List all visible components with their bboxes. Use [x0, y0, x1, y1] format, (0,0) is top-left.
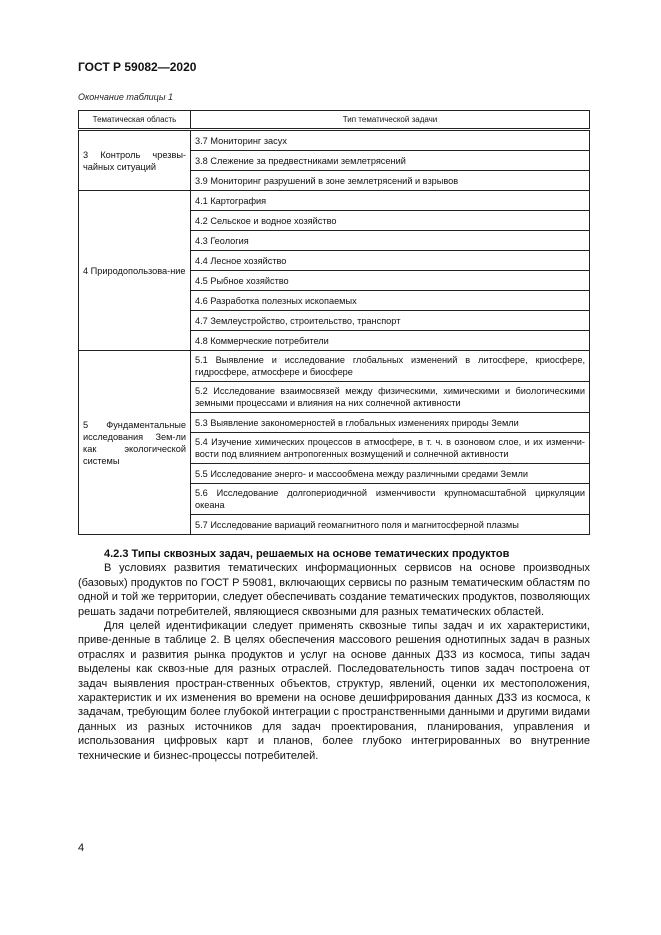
task-cell: 5.3 Выявление закономерностей в глобальных изменениях природы Земли: [191, 413, 590, 433]
table-row: [79, 191, 590, 211]
area-cell: 4 Природопользова-ние: [79, 191, 191, 351]
table-header-row: [79, 111, 590, 130]
document-id: ГОСТ Р 59082—2020: [78, 60, 197, 74]
table-row: [79, 130, 590, 151]
task-cell: 5.1 Выявление и исследование глобальных изменений в литосфере, криосфере, гидросфере, атмосфере и биосфере: [191, 351, 590, 382]
paragraph: Для целей идентификации следует применять сквозные типы задач и их характеристики, приве-денные в таблице 2. В целях обеспечения массового решения однотипных задач в разных отраслях и развития рынка продуктов и услуг на основе данных ДЗЗ из космоса, типы задач выделены как сквоз-ные для разных отраслей. Последовательность типов задач построена от задач выявления простран-ственных объектов, структур, явлений, оценки их местоположения, характеристик и их изменения во времени на основе дешифрирования данных ДЗЗ из космоса, к задачам, требующим более глубокой интеграции с пространственными данными и другими видами данных из разных источников для задач проектирования, планирования, управления и использования цифровых карт и планов, более глубоко интегрированных во внутренние технические и бизнес-процессы потребителей.: [78, 620, 590, 762]
task-cell: 5.6 Исследование долгопериодичной изменчивости крупномасштабной циркуляции океана: [191, 484, 590, 515]
task-cell: 4.4 Лесное хозяйство: [191, 251, 590, 271]
task-cell: 4.5 Рыбное хозяйство: [191, 271, 590, 291]
area-cell: 3 Контроль чрезвы-чайных ситуаций: [79, 130, 191, 191]
table-row: [79, 351, 590, 382]
task-cell: 3.7 Мониторинг засух: [191, 130, 590, 151]
task-cell: 4.8 Коммерческие потребители: [191, 331, 590, 351]
column-header-task: Тип тематической задачи: [191, 111, 590, 130]
area-cell: 5 Фундаментальные исследования Зем-ли как экологической системы: [79, 351, 191, 535]
task-cell: 3.9 Мониторинг разрушений в зоне землетрясений и взрывов: [191, 171, 590, 191]
section-heading: 4.2.3 Типы сквозных задач, решаемых на основе тематических продуктов: [104, 548, 510, 560]
task-cell: 5.4 Изучение химических процессов в атмосфере, в т. ч. в озоновом слое, и их изменчи-вости под влиянием антропогенных возмущений и солнечной активности: [191, 433, 590, 464]
task-cell: 4.7 Землеустройство, строительство, транспорт: [191, 311, 590, 331]
task-cell: 5.7 Исследование вариаций геомагнитного поля и магнитосферной плазмы: [191, 515, 590, 535]
task-cell: 3.8 Слежение за предвестниками землетрясений: [191, 151, 590, 171]
column-header-area: Тематическая область: [79, 111, 191, 130]
task-cell: 4.1 Картография: [191, 191, 590, 211]
task-cell: 4.6 Разработка полезных ископаемых: [191, 291, 590, 311]
section-text: [78, 547, 590, 763]
task-cell: 5.5 Исследование энерго- и массообмена между различными средами Земли: [191, 464, 590, 484]
thematic-tasks-table: [78, 110, 590, 535]
table-caption: Окончание таблицы 1: [78, 92, 173, 102]
task-cell: 4.3 Геология: [191, 231, 590, 251]
paragraph: В условиях развития тематических информационных сервисов на основе производных (базовых) продуктов по ГОСТ Р 59081, включающих сервисы по разным тематическим областям по одной и той же территории, следует обеспечивать создание тематических продуктов, позволяющих решать задачи потребителей, являющиеся сквозными для разных тематических областей.: [78, 562, 590, 618]
page-number: 4: [78, 842, 85, 854]
task-cell: 4.2 Сельское и водное хозяйство: [191, 211, 590, 231]
task-cell: 5.2 Исследование взаимосвязей между физическими, химическими и биологическими земными процессами и влияния на них солнечной активности: [191, 382, 590, 413]
